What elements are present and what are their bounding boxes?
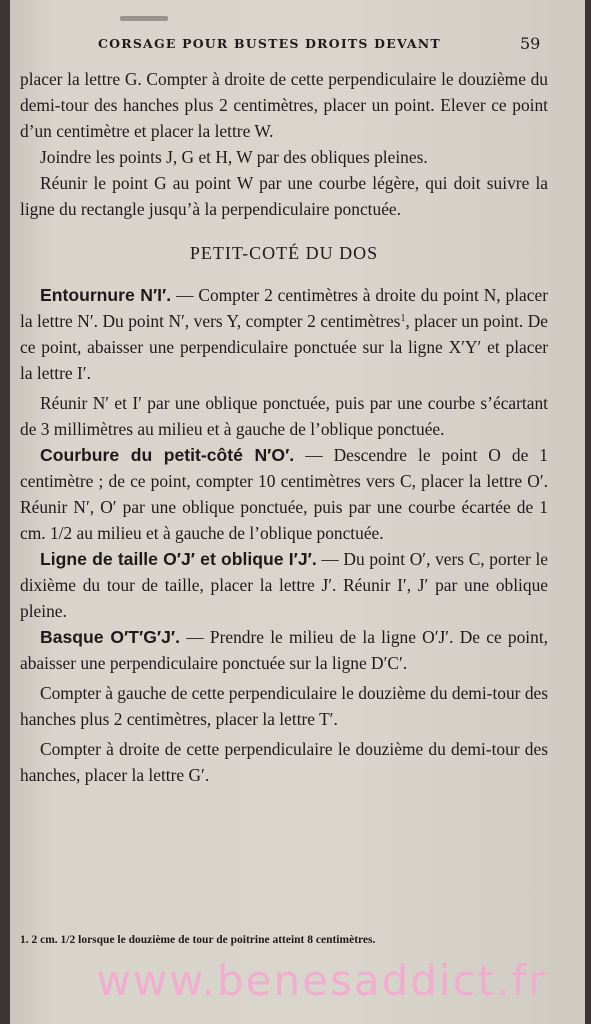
paragraph: Joindre les points J, G et H, W par des obliques pleines. bbox=[40, 147, 428, 167]
page-header bbox=[10, 34, 585, 56]
paragraph-text: — Compter 2 centimètres à droite du point N, placer la lettre N′. Du point N′, vers Y, compter 2 centimètres bbox=[20, 285, 548, 331]
paragraph: Compter à gauche de cette perpendiculaire le douzième du demi-tour des hanches plus 2 centimètres, placer la lettre T′. bbox=[20, 683, 548, 729]
running-title: CORSAGE POUR BUSTES DROITS DEVANT bbox=[98, 36, 441, 51]
watermark: www.benesaddict.fr bbox=[96, 956, 548, 1005]
paragraph-courbure bbox=[20, 442, 548, 546]
paragraph: Compter à droite de cette perpendiculaire le douzième du demi-tour des hanches, placer la lettre G′. bbox=[20, 739, 548, 785]
paragraph: Réunir N′ et I′ par une oblique ponctuée, puis par une courbe s’écartant de 3 millimètres au milieu et à gauche de l’oblique ponctuée. bbox=[20, 393, 548, 439]
paragraph-text: — Prendre le milieu de la ligne O′J′. De ce point, abaisser une perpendiculaire ponctuée sur la ligne D′C′. bbox=[20, 627, 549, 673]
paragraph-ligne-taille bbox=[20, 546, 548, 624]
paragraph-text: — Du point O′, vers C, porter le dixième du tour de taille, placer la lettre J′. Réunir I′, J′ par une oblique pleine. bbox=[20, 549, 548, 621]
paragraph-lead: Ligne de taille O′J′ et oblique I′J′. bbox=[40, 549, 317, 569]
section-title: PETIT-COTÉ DU DOS bbox=[189, 243, 379, 263]
paragraph-text: , placer un point. De ce point, abaisser une perpendiculaire ponctuée sur la ligne X′Y′ et placer la lettre I′. bbox=[20, 311, 548, 383]
paragraph: placer la lettre G. Compter à droite de cette perpendiculaire le douzième du demi-tour des hanches plus 2 centimètres, placer un point. Elever ce point d’un centimètre et placer la lettre W. bbox=[20, 69, 548, 141]
ink-smudge bbox=[120, 16, 168, 21]
paragraph: Réunir le point G au point W par une courbe légère, qui doit suivre la ligne du rectangle jusqu’à la perpendiculaire ponctuée. bbox=[20, 173, 548, 219]
footnote-reference: 1 bbox=[400, 313, 406, 324]
paragraph-lead: Entournure N′I′. bbox=[40, 285, 172, 305]
paragraph-basque bbox=[20, 624, 548, 676]
footnote: 1. 2 cm. 1/2 lorsque le douzième de tour de poitrine atteint 8 centimètres. bbox=[20, 934, 376, 946]
paragraph-lead: Basque O′T′G′J′. bbox=[40, 627, 181, 647]
body-text bbox=[20, 66, 548, 788]
page-number: 59 bbox=[520, 34, 541, 53]
book-page bbox=[10, 0, 585, 1024]
paragraph-text: — Descendre le point O de 1 centimètre ; de ce point, compter 10 centimètres vers C, placer la lettre O′. Réunir N′, O′ par une oblique ponctuée, puis par une courbe écartée de 1 cm. 1/2 au milieu et à gauche de l’oblique ponctuée. bbox=[20, 445, 548, 543]
paragraph-entournure bbox=[20, 282, 548, 386]
paragraph-lead: Courbure du petit-côté N′O′. bbox=[40, 445, 295, 465]
